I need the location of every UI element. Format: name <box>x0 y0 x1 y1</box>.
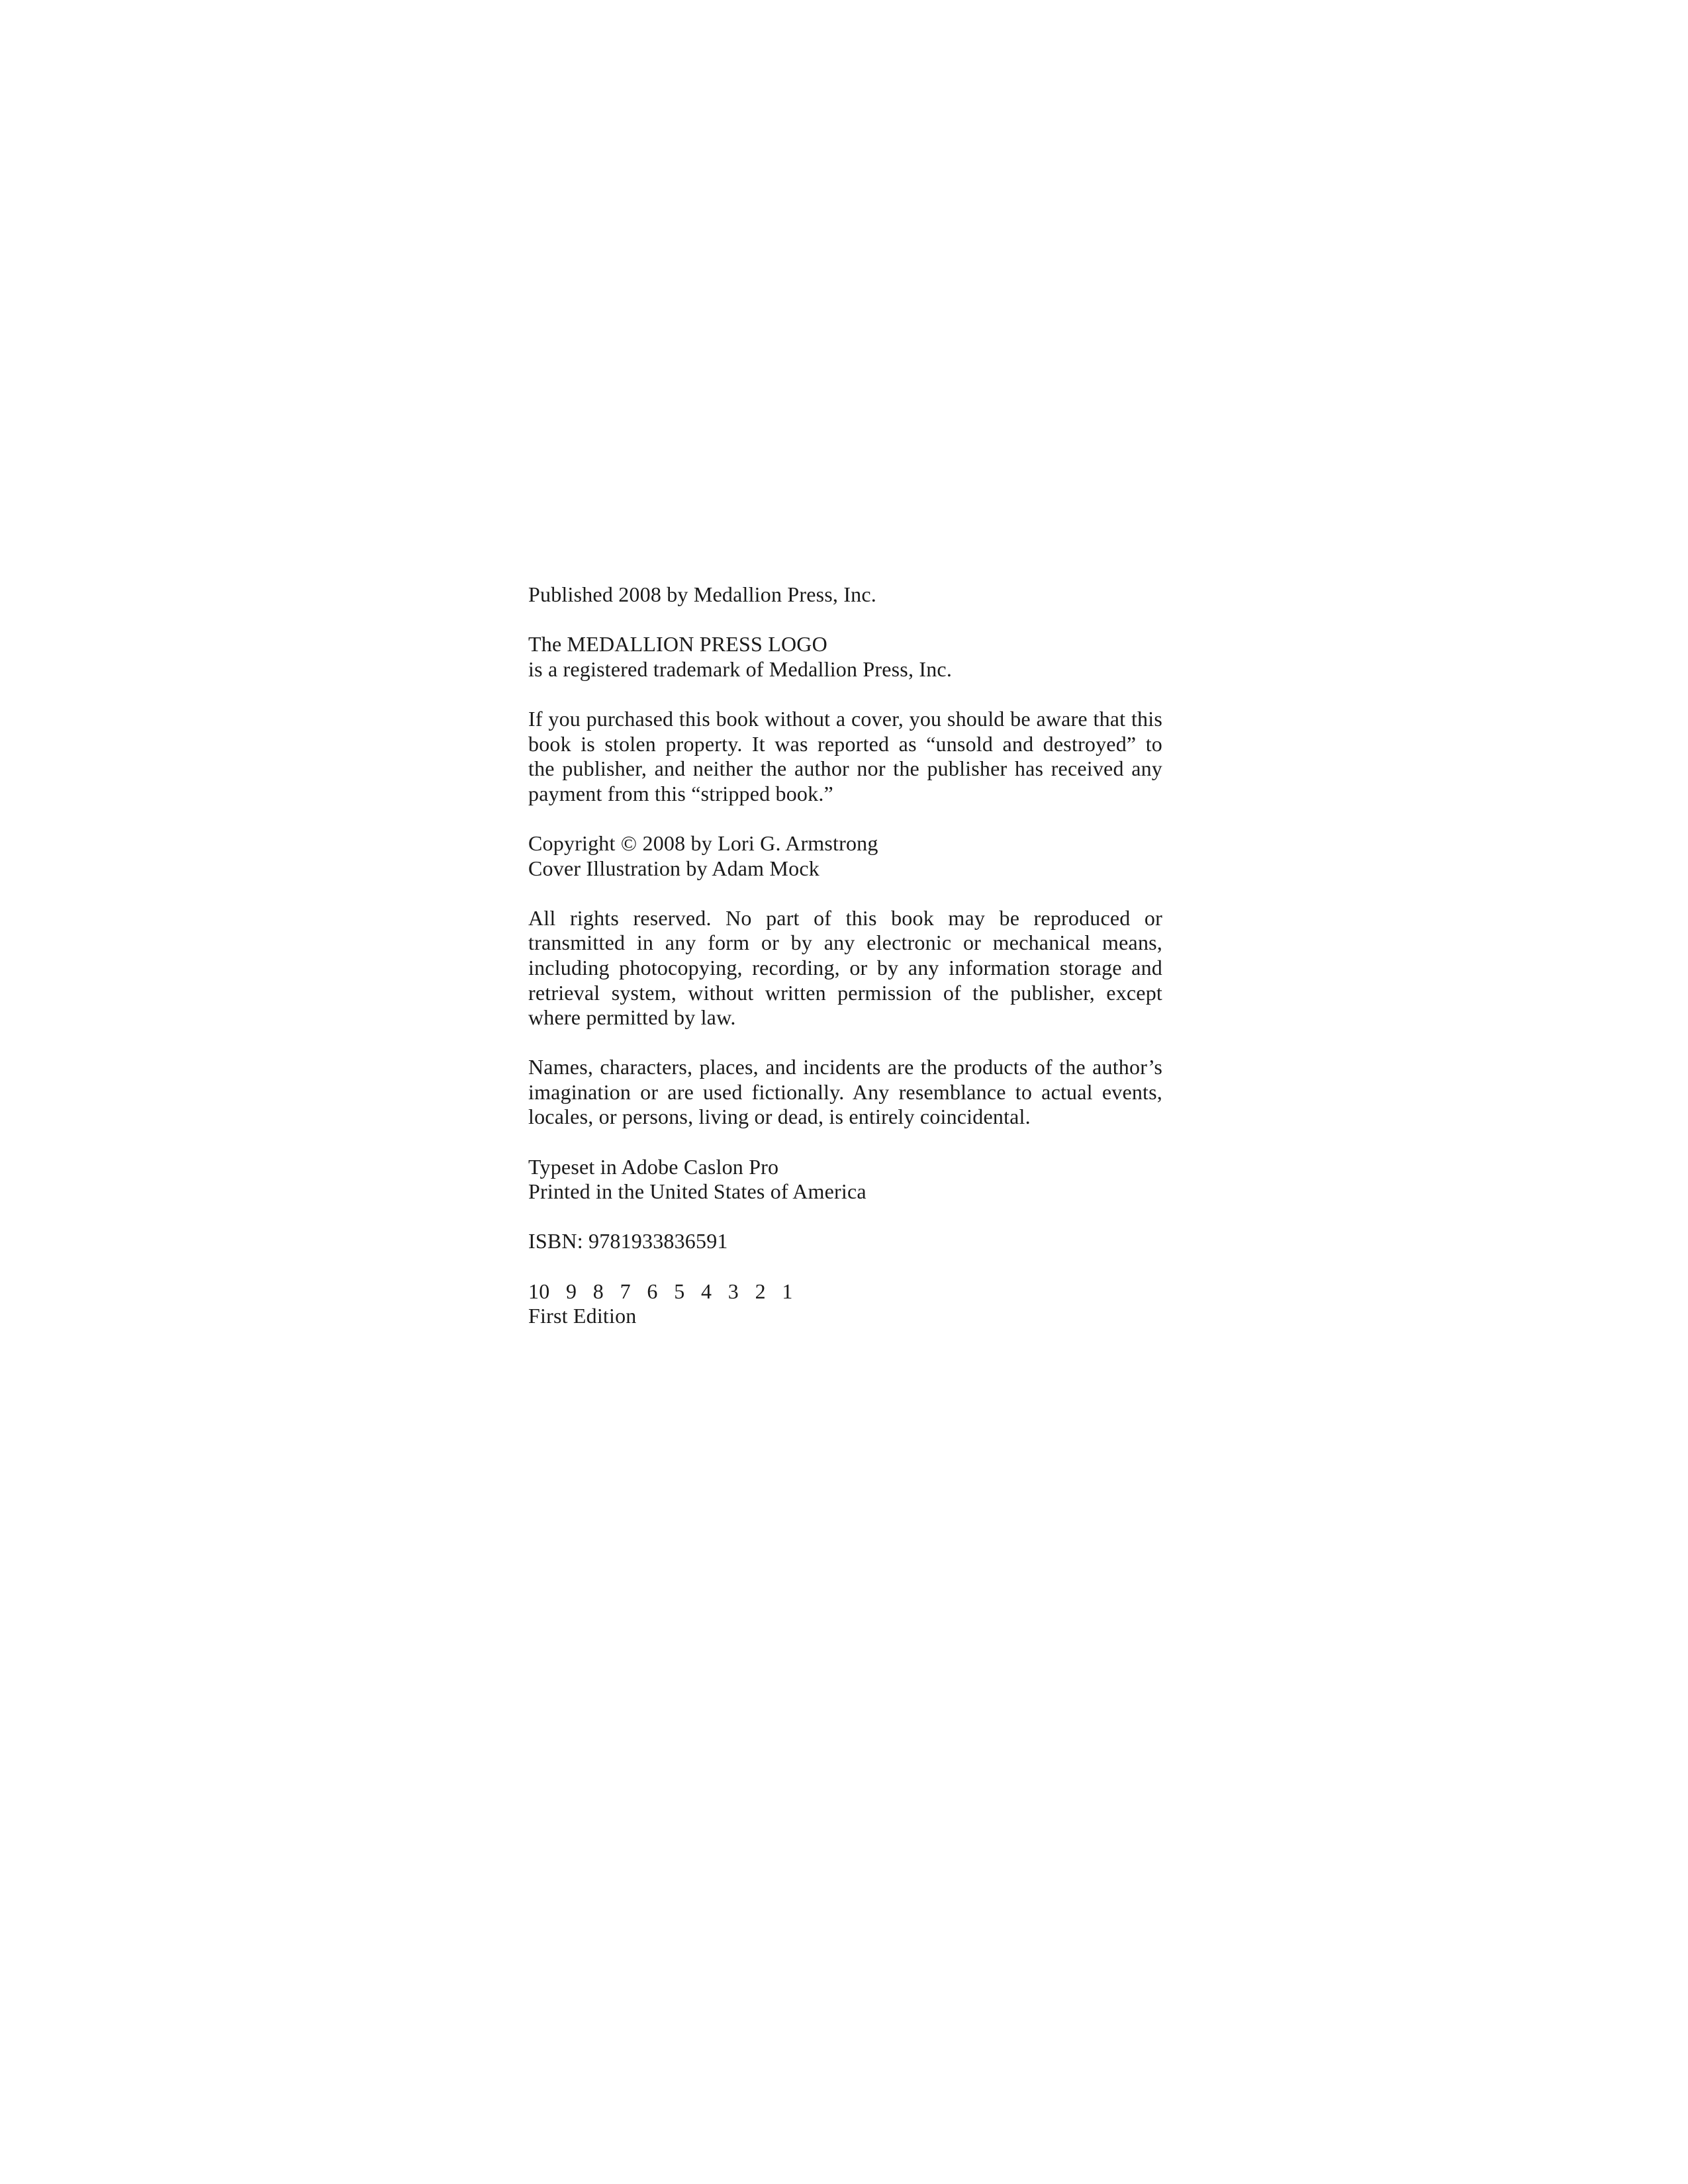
rights-line: All rights reserved. No part of this book may be reproduced or <box>528 905 1162 930</box>
rights-notice <box>528 906 1162 1030</box>
credits <box>528 831 1162 881</box>
cover-illustration-line: Cover Illustration by Adam Mock <box>528 856 820 880</box>
typeset-line: Typeset in Adobe Caslon Pro <box>528 1154 779 1179</box>
trademark-line-1: The MEDALLION PRESS LOGO <box>528 632 827 657</box>
trademark-statement <box>528 632 1162 682</box>
stripped-book-notice <box>528 707 1162 806</box>
printer-key: 10 9 8 7 6 5 4 3 2 1 <box>528 1279 793 1303</box>
stripped-notice-line: payment from this “stripped book.” <box>528 781 833 805</box>
isbn-line: ISBN: 9781933836591 <box>528 1229 728 1253</box>
fiction-line: imagination or are used fictionally. Any resemblance to actual events, <box>528 1079 1162 1104</box>
edition-label: First Edition <box>528 1304 637 1328</box>
fiction-disclaimer <box>528 1055 1162 1130</box>
printed-line: Printed in the United States of America <box>528 1179 867 1204</box>
rights-line: retrieval system, without written permission of the publisher, except <box>528 980 1162 1005</box>
trademark-line-2: is a registered trademark of Medallion Press, Inc. <box>528 657 953 681</box>
published-line: Published 2008 by Medallion Press, Inc. <box>528 582 876 606</box>
edition-info <box>528 1279 1162 1329</box>
publisher-statement <box>528 582 1162 608</box>
stripped-notice-line: book is stolen property. It was reported as “unsold and destroyed” to <box>528 731 1162 756</box>
stripped-notice-line: If you purchased this book without a cover, you should be aware that this <box>528 706 1162 731</box>
fiction-line: locales, or persons, living or dead, is entirely coincidental. <box>528 1105 1031 1129</box>
production-info <box>528 1155 1162 1205</box>
rights-line: where permitted by law. <box>528 1005 736 1030</box>
rights-line: transmitted in any form or by any electronic or mechanical means, <box>528 931 1162 955</box>
isbn <box>528 1229 1162 1254</box>
copyright-page-text <box>528 582 1162 1353</box>
stripped-notice-line: the publisher, and neither the author nor the publisher has received any <box>528 756 1162 781</box>
rights-line: including photocopying, recording, or by any information storage and <box>528 955 1162 979</box>
copyright-line: Copyright © 2008 by Lori G. Armstrong <box>528 831 878 855</box>
fiction-line: Names, characters, places, and incidents are the products of the author’s <box>528 1055 1162 1079</box>
